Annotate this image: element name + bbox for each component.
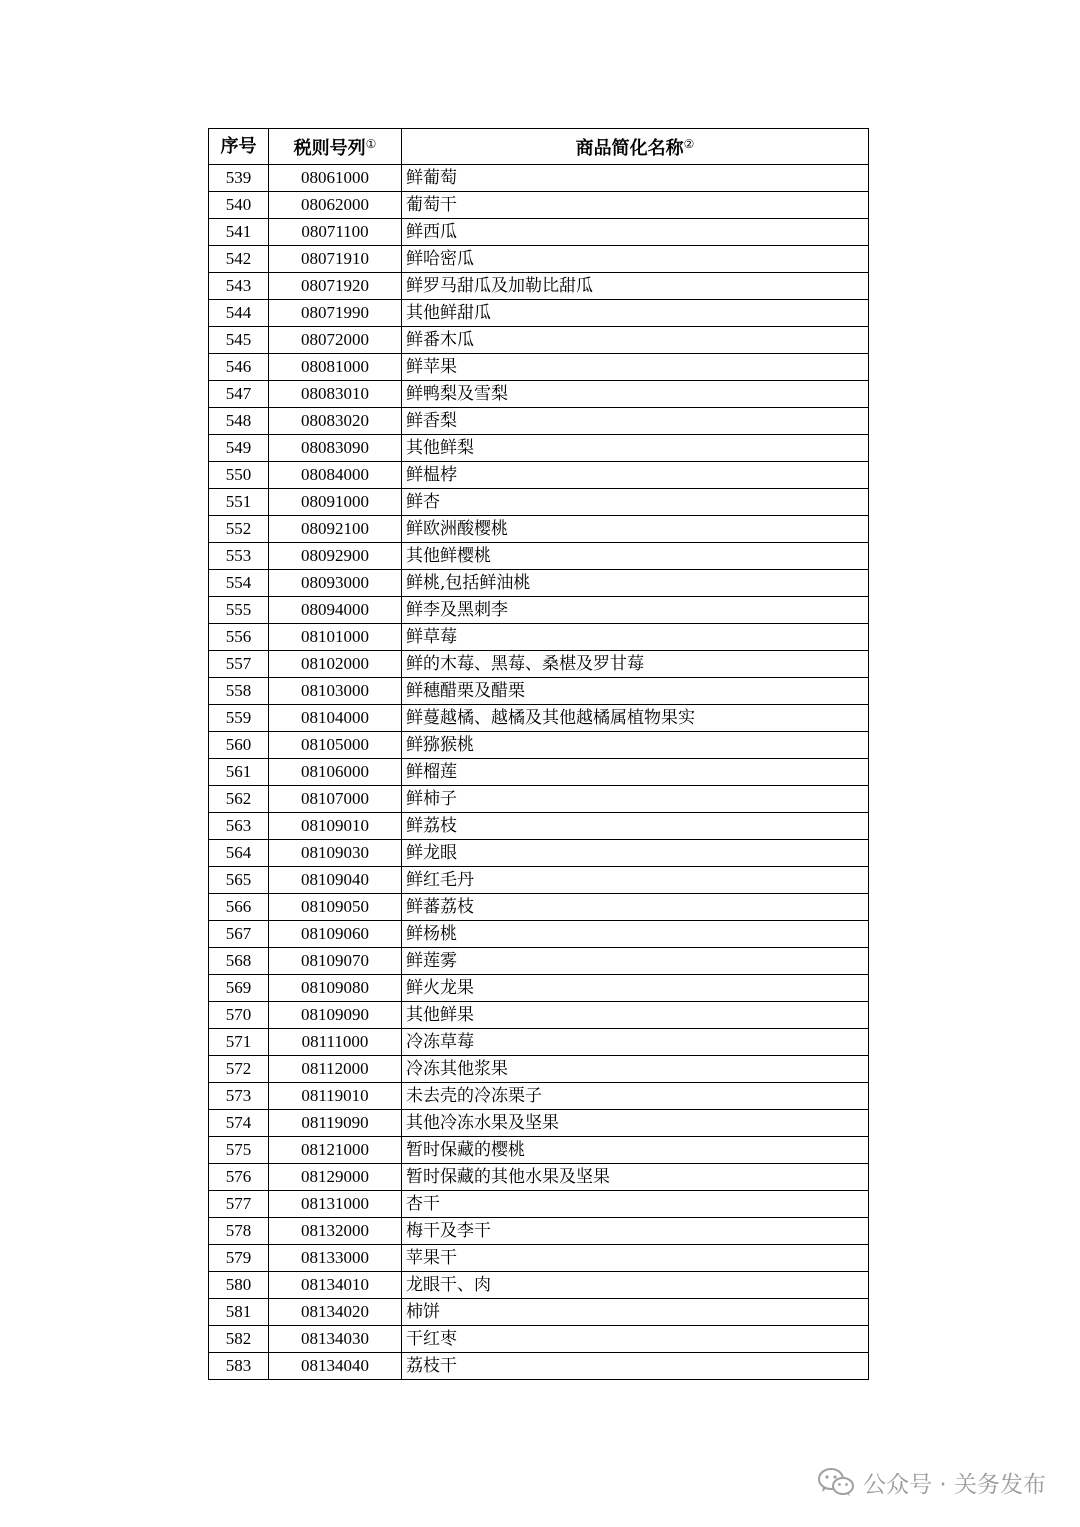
seq-cell: 572 <box>209 1056 269 1083</box>
header-name-label: 商品简化名称 <box>575 138 684 159</box>
seq-cell: 542 <box>209 246 269 273</box>
name-cell: 鲜罗马甜瓜及加勒比甜瓜 <box>402 273 869 300</box>
table-row <box>209 732 869 759</box>
table-row <box>209 894 869 921</box>
code-cell: 08106000 <box>269 759 402 786</box>
code-cell: 08103000 <box>269 678 402 705</box>
seq-cell: 565 <box>209 867 269 894</box>
name-cell: 鲜杏 <box>402 489 869 516</box>
name-cell: 暂时保藏的樱桃 <box>402 1137 869 1164</box>
code-cell: 08071910 <box>269 246 402 273</box>
seq-cell: 548 <box>209 408 269 435</box>
name-cell: 葡萄干 <box>402 192 869 219</box>
watermark <box>817 1464 1046 1500</box>
table-body <box>209 165 869 1380</box>
code-cell: 08109030 <box>269 840 402 867</box>
name-cell: 鲜西瓜 <box>402 219 869 246</box>
seq-cell: 576 <box>209 1164 269 1191</box>
code-cell: 08084000 <box>269 462 402 489</box>
code-cell: 08101000 <box>269 624 402 651</box>
seq-cell: 551 <box>209 489 269 516</box>
code-cell: 08094000 <box>269 597 402 624</box>
code-cell: 08129000 <box>269 1164 402 1191</box>
code-cell: 08109090 <box>269 1002 402 1029</box>
code-cell: 08071990 <box>269 300 402 327</box>
name-cell: 鲜桃,包括鲜油桃 <box>402 570 869 597</box>
seq-cell: 581 <box>209 1299 269 1326</box>
seq-cell: 575 <box>209 1137 269 1164</box>
table-row <box>209 921 869 948</box>
table-row <box>209 516 869 543</box>
name-cell: 柿饼 <box>402 1299 869 1326</box>
header-seq: 序号 <box>209 129 269 165</box>
seq-cell: 563 <box>209 813 269 840</box>
name-cell: 未去壳的冷冻栗子 <box>402 1083 869 1110</box>
code-cell: 08111000 <box>269 1029 402 1056</box>
table-row <box>209 1110 869 1137</box>
seq-cell: 546 <box>209 354 269 381</box>
header-name-footnote: ② <box>683 137 695 151</box>
code-cell: 08109050 <box>269 894 402 921</box>
seq-cell: 541 <box>209 219 269 246</box>
seq-cell: 558 <box>209 678 269 705</box>
seq-cell: 580 <box>209 1272 269 1299</box>
table-row <box>209 165 869 192</box>
name-cell: 鲜蔓越橘、越橘及其他越橘属植物果实 <box>402 705 869 732</box>
seq-cell: 564 <box>209 840 269 867</box>
code-cell: 08119010 <box>269 1083 402 1110</box>
code-cell: 08071920 <box>269 273 402 300</box>
seq-cell: 583 <box>209 1353 269 1380</box>
seq-cell: 573 <box>209 1083 269 1110</box>
seq-cell: 570 <box>209 1002 269 1029</box>
code-cell: 08134040 <box>269 1353 402 1380</box>
code-cell: 08092900 <box>269 543 402 570</box>
seq-cell: 582 <box>209 1326 269 1353</box>
seq-cell: 574 <box>209 1110 269 1137</box>
code-cell: 08132000 <box>269 1218 402 1245</box>
code-cell: 08071100 <box>269 219 402 246</box>
table-row <box>209 327 869 354</box>
name-cell: 其他鲜樱桃 <box>402 543 869 570</box>
name-cell: 鲜榅桲 <box>402 462 869 489</box>
code-cell: 08092100 <box>269 516 402 543</box>
table-row <box>209 219 869 246</box>
table-row <box>209 975 869 1002</box>
table-row <box>209 570 869 597</box>
table-row <box>209 381 869 408</box>
name-cell: 鲜香梨 <box>402 408 869 435</box>
seq-cell: 578 <box>209 1218 269 1245</box>
code-cell: 08072000 <box>269 327 402 354</box>
code-cell: 08061000 <box>269 165 402 192</box>
seq-cell: 571 <box>209 1029 269 1056</box>
name-cell: 其他鲜果 <box>402 1002 869 1029</box>
code-cell: 08091000 <box>269 489 402 516</box>
table-row <box>209 948 869 975</box>
seq-cell: 539 <box>209 165 269 192</box>
name-cell: 杏干 <box>402 1191 869 1218</box>
name-cell: 鲜草莓 <box>402 624 869 651</box>
table-row <box>209 1245 869 1272</box>
name-cell: 苹果干 <box>402 1245 869 1272</box>
code-cell: 08133000 <box>269 1245 402 1272</box>
name-cell: 鲜荔枝 <box>402 813 869 840</box>
code-cell: 08109060 <box>269 921 402 948</box>
table-row <box>209 1191 869 1218</box>
table-row <box>209 1299 869 1326</box>
name-cell: 鲜欧洲酸樱桃 <box>402 516 869 543</box>
name-cell: 鲜榴莲 <box>402 759 869 786</box>
name-cell: 鲜的木莓、黑莓、桑椹及罗甘莓 <box>402 651 869 678</box>
seq-cell: 553 <box>209 543 269 570</box>
table-row <box>209 300 869 327</box>
header-code <box>269 129 402 165</box>
table-row <box>209 867 869 894</box>
name-cell: 鲜鸭梨及雪梨 <box>402 381 869 408</box>
seq-cell: 549 <box>209 435 269 462</box>
table-row <box>209 1083 869 1110</box>
seq-cell: 579 <box>209 1245 269 1272</box>
seq-cell: 554 <box>209 570 269 597</box>
name-cell: 其他鲜甜瓜 <box>402 300 869 327</box>
seq-cell: 569 <box>209 975 269 1002</box>
name-cell: 鲜龙眼 <box>402 840 869 867</box>
code-cell: 08105000 <box>269 732 402 759</box>
table-row <box>209 813 869 840</box>
name-cell: 龙眼干、肉 <box>402 1272 869 1299</box>
code-cell: 08131000 <box>269 1191 402 1218</box>
name-cell: 鲜穗醋栗及醋栗 <box>402 678 869 705</box>
table-row <box>209 543 869 570</box>
code-cell: 08134030 <box>269 1326 402 1353</box>
name-cell: 鲜番木瓜 <box>402 327 869 354</box>
code-cell: 08083020 <box>269 408 402 435</box>
code-cell: 08109070 <box>269 948 402 975</box>
code-cell: 08121000 <box>269 1137 402 1164</box>
table-row <box>209 1353 869 1380</box>
code-cell: 08119090 <box>269 1110 402 1137</box>
name-cell: 鲜杨桃 <box>402 921 869 948</box>
table-row <box>209 273 869 300</box>
seq-cell: 550 <box>209 462 269 489</box>
table-row <box>209 192 869 219</box>
table-row <box>209 489 869 516</box>
name-cell: 暂时保藏的其他水果及坚果 <box>402 1164 869 1191</box>
seq-cell: 559 <box>209 705 269 732</box>
table-row <box>209 1056 869 1083</box>
table-row <box>209 246 869 273</box>
seq-cell: 545 <box>209 327 269 354</box>
code-cell: 08083090 <box>269 435 402 462</box>
seq-cell: 544 <box>209 300 269 327</box>
table-row <box>209 408 869 435</box>
code-cell: 08109010 <box>269 813 402 840</box>
seq-cell: 556 <box>209 624 269 651</box>
name-cell: 冷冻其他浆果 <box>402 1056 869 1083</box>
code-cell: 08083010 <box>269 381 402 408</box>
table-row <box>209 1029 869 1056</box>
code-cell: 08102000 <box>269 651 402 678</box>
code-cell: 08062000 <box>269 192 402 219</box>
code-cell: 08109080 <box>269 975 402 1002</box>
name-cell: 鲜猕猴桃 <box>402 732 869 759</box>
table-row <box>209 840 869 867</box>
name-cell: 冷冻草莓 <box>402 1029 869 1056</box>
seq-cell: 557 <box>209 651 269 678</box>
seq-cell: 567 <box>209 921 269 948</box>
table-row <box>209 435 869 462</box>
name-cell: 梅干及李干 <box>402 1218 869 1245</box>
tariff-table <box>208 128 869 1380</box>
seq-cell: 562 <box>209 786 269 813</box>
seq-cell: 540 <box>209 192 269 219</box>
table-row <box>209 1326 869 1353</box>
seq-cell: 568 <box>209 948 269 975</box>
table-row <box>209 354 869 381</box>
table-row <box>209 705 869 732</box>
wechat-icon <box>817 1467 855 1497</box>
table-row <box>209 678 869 705</box>
header-name <box>402 129 869 165</box>
name-cell: 鲜红毛丹 <box>402 867 869 894</box>
name-cell: 鲜葡萄 <box>402 165 869 192</box>
seq-cell: 560 <box>209 732 269 759</box>
name-cell: 其他鲜梨 <box>402 435 869 462</box>
table-row <box>209 1137 869 1164</box>
name-cell: 鲜火龙果 <box>402 975 869 1002</box>
table-row <box>209 1164 869 1191</box>
seq-cell: 543 <box>209 273 269 300</box>
seq-cell: 552 <box>209 516 269 543</box>
table-row <box>209 759 869 786</box>
name-cell: 干红枣 <box>402 1326 869 1353</box>
code-cell: 08134010 <box>269 1272 402 1299</box>
table-row <box>209 1272 869 1299</box>
header-code-footnote: ① <box>365 137 377 151</box>
name-cell: 鲜苹果 <box>402 354 869 381</box>
watermark-text: 公众号 · 关务发布 <box>863 1471 1046 1498</box>
seq-cell: 547 <box>209 381 269 408</box>
table-row <box>209 651 869 678</box>
code-cell: 08107000 <box>269 786 402 813</box>
seq-cell: 561 <box>209 759 269 786</box>
table-row <box>209 1002 869 1029</box>
name-cell: 鲜柿子 <box>402 786 869 813</box>
name-cell: 其他冷冻水果及坚果 <box>402 1110 869 1137</box>
name-cell: 鲜哈密瓜 <box>402 246 869 273</box>
table-header-row <box>209 129 869 165</box>
table-row <box>209 597 869 624</box>
code-cell: 08093000 <box>269 570 402 597</box>
code-cell: 08081000 <box>269 354 402 381</box>
name-cell: 荔枝干 <box>402 1353 869 1380</box>
name-cell: 鲜蕃荔枝 <box>402 894 869 921</box>
code-cell: 08112000 <box>269 1056 402 1083</box>
seq-cell: 555 <box>209 597 269 624</box>
name-cell: 鲜莲雾 <box>402 948 869 975</box>
table-row <box>209 786 869 813</box>
code-cell: 08134020 <box>269 1299 402 1326</box>
name-cell: 鲜李及黑刺李 <box>402 597 869 624</box>
seq-cell: 577 <box>209 1191 269 1218</box>
table-row <box>209 1218 869 1245</box>
code-cell: 08104000 <box>269 705 402 732</box>
table-row <box>209 624 869 651</box>
header-code-label: 税则号列 <box>293 138 366 159</box>
seq-cell: 566 <box>209 894 269 921</box>
table-row <box>209 462 869 489</box>
code-cell: 08109040 <box>269 867 402 894</box>
